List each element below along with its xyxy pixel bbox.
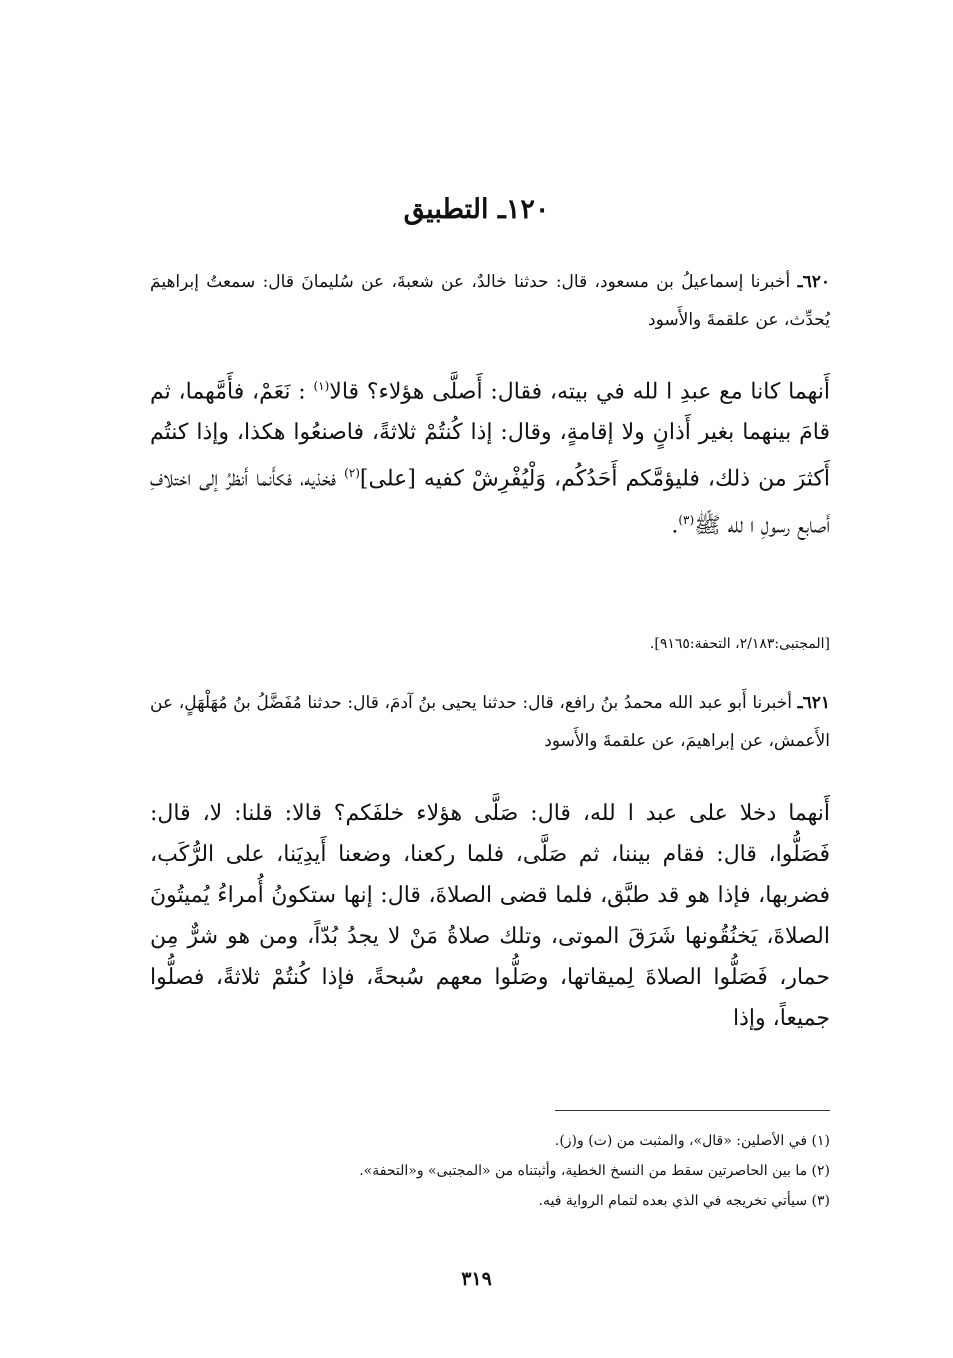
page-number: ٣١٩ [461,1268,492,1290]
hadith-620-matn-part2: : نَعَمْ، فأَمَّهما، ثم قامَ بينهما بغير أَذانٍ ولا إقامةٍ، وقال: إذا كُنتُمْ ثلاثةً، فاصنعُوا هكذا، وإذا كنتُم أَكثرَ من ذلك، فليؤمَّكم أَحَدُكُم، وَلْيُفْرِشْ كفيه [على] [150,379,830,492]
hadith-620-number: ٦٢٠ـ [797,272,830,292]
footnote-1: (١) في الأصلين: «قال»، والمثبت من (ت) و(ز). [554,1133,830,1149]
footnote-2: (٢) ما بين الحاصرتين سقط من النسخ الخطية، وأثبتناه من «المجتبى» و«التحفة». [359,1163,830,1179]
footnote-3: (٣) سيأتي تخريجه في الذي بعده لتمام الرواية فيه. [538,1193,830,1209]
footnote-separator [555,1110,830,1111]
hadith-621-isnad-text: أخبرنا أَبو عبد الله محمدُ بنُ رافع، قال: حدثنا يحيى بنُ آدمَ، قال: حدثنا مُفَضَّلُ بنُ مُهَلْهَلٍ، عن الأَعمش، عن إبراهيمَ، عن علقمةَ والأَسود [150,693,830,751]
hadith-620-matn-part1: أَنهما كانا مع عبدِ ا لله في بيته، فقال: أَصلَّى هؤلاء؟ قالا [329,379,830,405]
hadith-620-isnad-text: أخبرنا إسماعيلُ بن مسعود، قال: حدثنا خالدٌ، عن شعبةَ، عن سُليمانَ قال: سمعتُ إبراهيمَ يُحدِّث، عن علقمةَ والأَسود [150,272,830,330]
hadith-621-number: ٦٢١ـ [797,693,830,713]
footnote-marker-2: (٢) [344,466,360,481]
hadith-621-matn: أَنهما دخلا على عبد ا لله، قال: صَلَّى هؤلاء خلفَكم؟ قالا: قلنا: لا، قال: فَصَلُّوا، قال: فقام بيننا، ثم صَلَّى، فلما ركعنا، وضعنا أَيدِيَنا، على الرُّكَب، فضربها، فإذا هو قد طبَّق، فلما قضى الصلاةَ، قال: إنها ستكونُ أُمراءُ يُميتُونَ الصلاةَ، يَخنُقُونها شَرَقَ الموتى، وتلك صلاةُ مَنْ لا يجدُ بُدّاً، ومن هو شرٌّ مِن حمار، فَصَلُّوا الصلاةَ لِميقاتها، وصَلُّوا معهم سُبحةً، فإذا كُنتُمْ ثلاثةً، فصلُّوا جميعاً، وإذا [150,801,830,1031]
hadith-620-matn-end: . [671,512,679,538]
chapter-title: ١٢٠ـ التطبيق [403,194,550,225]
hadith-620-isnad [150,263,830,339]
hadith-620-matn [150,366,830,546]
hadith-620-matn-part3: فخذيه، فكأَنما أَنظرُ إلى اختلافِ أَصابع رسولِ ا لله ﷺ [150,466,830,538]
footnote-marker-1: (١) [313,379,330,393]
hadith-620-reference: [المجتبى:٢/١٨٣، التحفة:٩١٦٥]. [649,636,830,652]
footnote-marker-3: (٣) [678,512,695,527]
hadith-621-isnad [150,684,830,760]
footnotes [150,1126,830,1216]
